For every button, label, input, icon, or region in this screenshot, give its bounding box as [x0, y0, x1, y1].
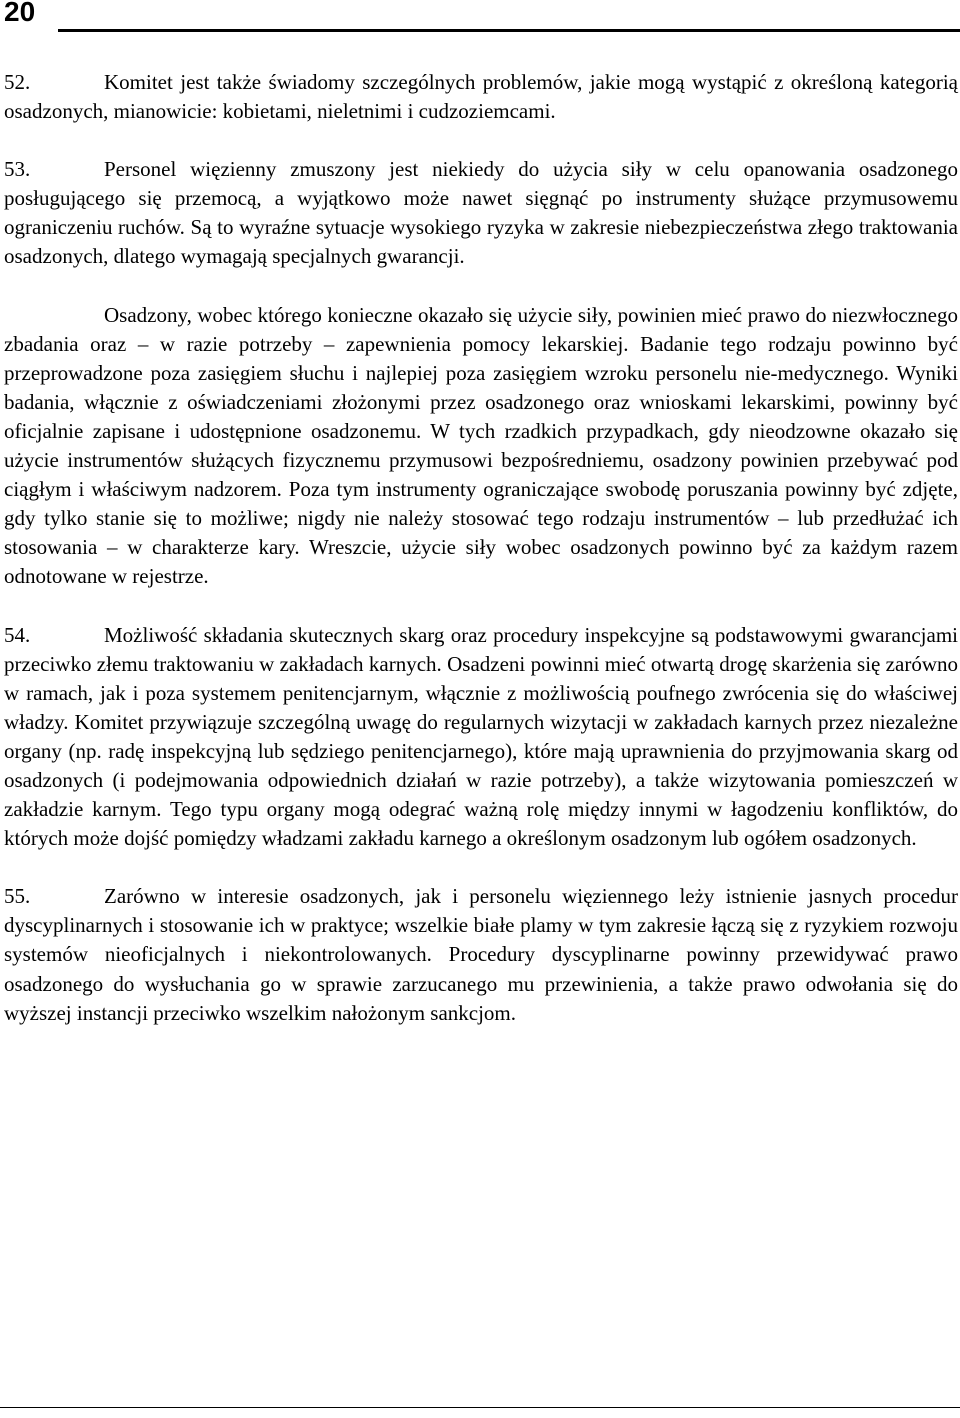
header-rule	[58, 29, 960, 32]
paragraph-55	[4, 882, 958, 1027]
document-body	[4, 68, 958, 1057]
paragraph-number: 52.	[4, 70, 31, 94]
paragraph-53	[4, 155, 958, 271]
page-header	[0, 0, 960, 33]
footer-rule	[0, 1407, 960, 1408]
paragraph-53-continued	[4, 301, 958, 592]
paragraph-text: Zarówno w interesie osadzonych, jak i personelu więziennego leży istnienie jasnych procedur dyscyplinarnych i stosowanie ich w praktyce; wszelkie białe plamy w tym zakresie łączą się z ryzykiem rozwoju systemów nieoficjalnych i niekontrolowanych. Procedury dyscyplinarne powinny przewidywać prawo osadzonego do wysłuchania go w sprawie zarzucanego mu przewinienia, a także prawo odwołania się do wyższej instancji przeciwko wszelkim nałożonym sankcjom.	[4, 884, 958, 1025]
paragraph-number: 53.	[4, 157, 31, 182]
paragraph-text: Komitet jest także świadomy szczególnych problemów, jakie mogą wystąpić z określoną kategorią osadzonych, mianowicie: kobietami, nieletnimi i cudzoziemcami.	[4, 70, 958, 124]
paragraph-text: Możliwość składania skutecznych skarg oraz procedury inspekcyjne są podstawowymi gwarancjami przeciwko złemu traktowaniu w zakładach karnych. Osadzeni powinni mieć otwartą drogę skarżenia się zarówno w ramach, jak i poza systemem penitencjarnym, włącznie z możliwością poufnego zwrócenia się do właściwej władzy. Komitet przywiązuje szczególną uwagę do regularnych wizytacji w zakładach karnych przez niezależne organy (np. radę inspekcyjną lub sędziego penitencjarnego), które mają uprawnienia do przyjmowania skarg od osadzonych (i podejmowania odpowiednich działań w razie potrzeby), a także wizytowania pomieszczeń w zakładzie karnym. Tego typu organy mogą odegrać ważną rolę między innymi w łagodzeniu konfliktów, do których może dojść pomiędzy władzami zakładu karnego a określonym osadzonym lub ogółem osadzonych.	[4, 622, 958, 851]
paragraph-text: Osadzony, wobec którego konieczne okazało się użycie siły, powinien mieć prawo do niezwłocznego zbadania oraz – w razie potrzeby – zapewnienia pomocy lekarskiej. Badanie tego rodzaju powinno być przeprowadzone poza zasięgiem słuchu i najlepiej poza zasięgiem wzroku personelu nie-medycznego. Wyniki badania, włącznie z oświadczeniami złożonymi przez osadzonego oraz wnioskami lekarskimi, powinny być oficjalnie zapisane i udostępnione osadzonemu. W tych rzadkich przypadkach, gdy nieodzowne okazało się użycie instrumentów służących fizycznemu przymusowi bezpośredniemu, osadzony powinien przebywać pod ciągłym i właściwym nadzorem. Poza tym instrumenty ograniczające swobodę poruszania powinny być zdjęte, gdy tylko stanie się to możliwe; nigdy nie należy stosować tego rodzaju instrumentów – lub przedłużać ich stosowania – w charakterze kary. Wreszcie, użycie siły wobec osadzonych powinno być za każdym razem odnotowane w rejestrze.	[4, 302, 958, 589]
page-number: 20	[4, 0, 36, 27]
paragraph-number: 54.	[4, 622, 31, 647]
paragraph-text: Personel więzienny zmuszony jest niekiedy do użycia siły w celu opanowania osadzonego posługującego się przemocą, a wyjątkowo może nawet sięgnąć po instrumenty służące przymusowemu ograniczeniu ruchów. Są to wyraźne sytuacje wysokiego ryzyka w zakresie niebezpieczeństwa złego traktowania osadzonych, dlatego wymagają specjalnych gwarancji.	[4, 157, 958, 269]
paragraph-52	[4, 68, 958, 126]
paragraph-54	[4, 621, 958, 854]
paragraph-number: 55.	[4, 884, 31, 909]
